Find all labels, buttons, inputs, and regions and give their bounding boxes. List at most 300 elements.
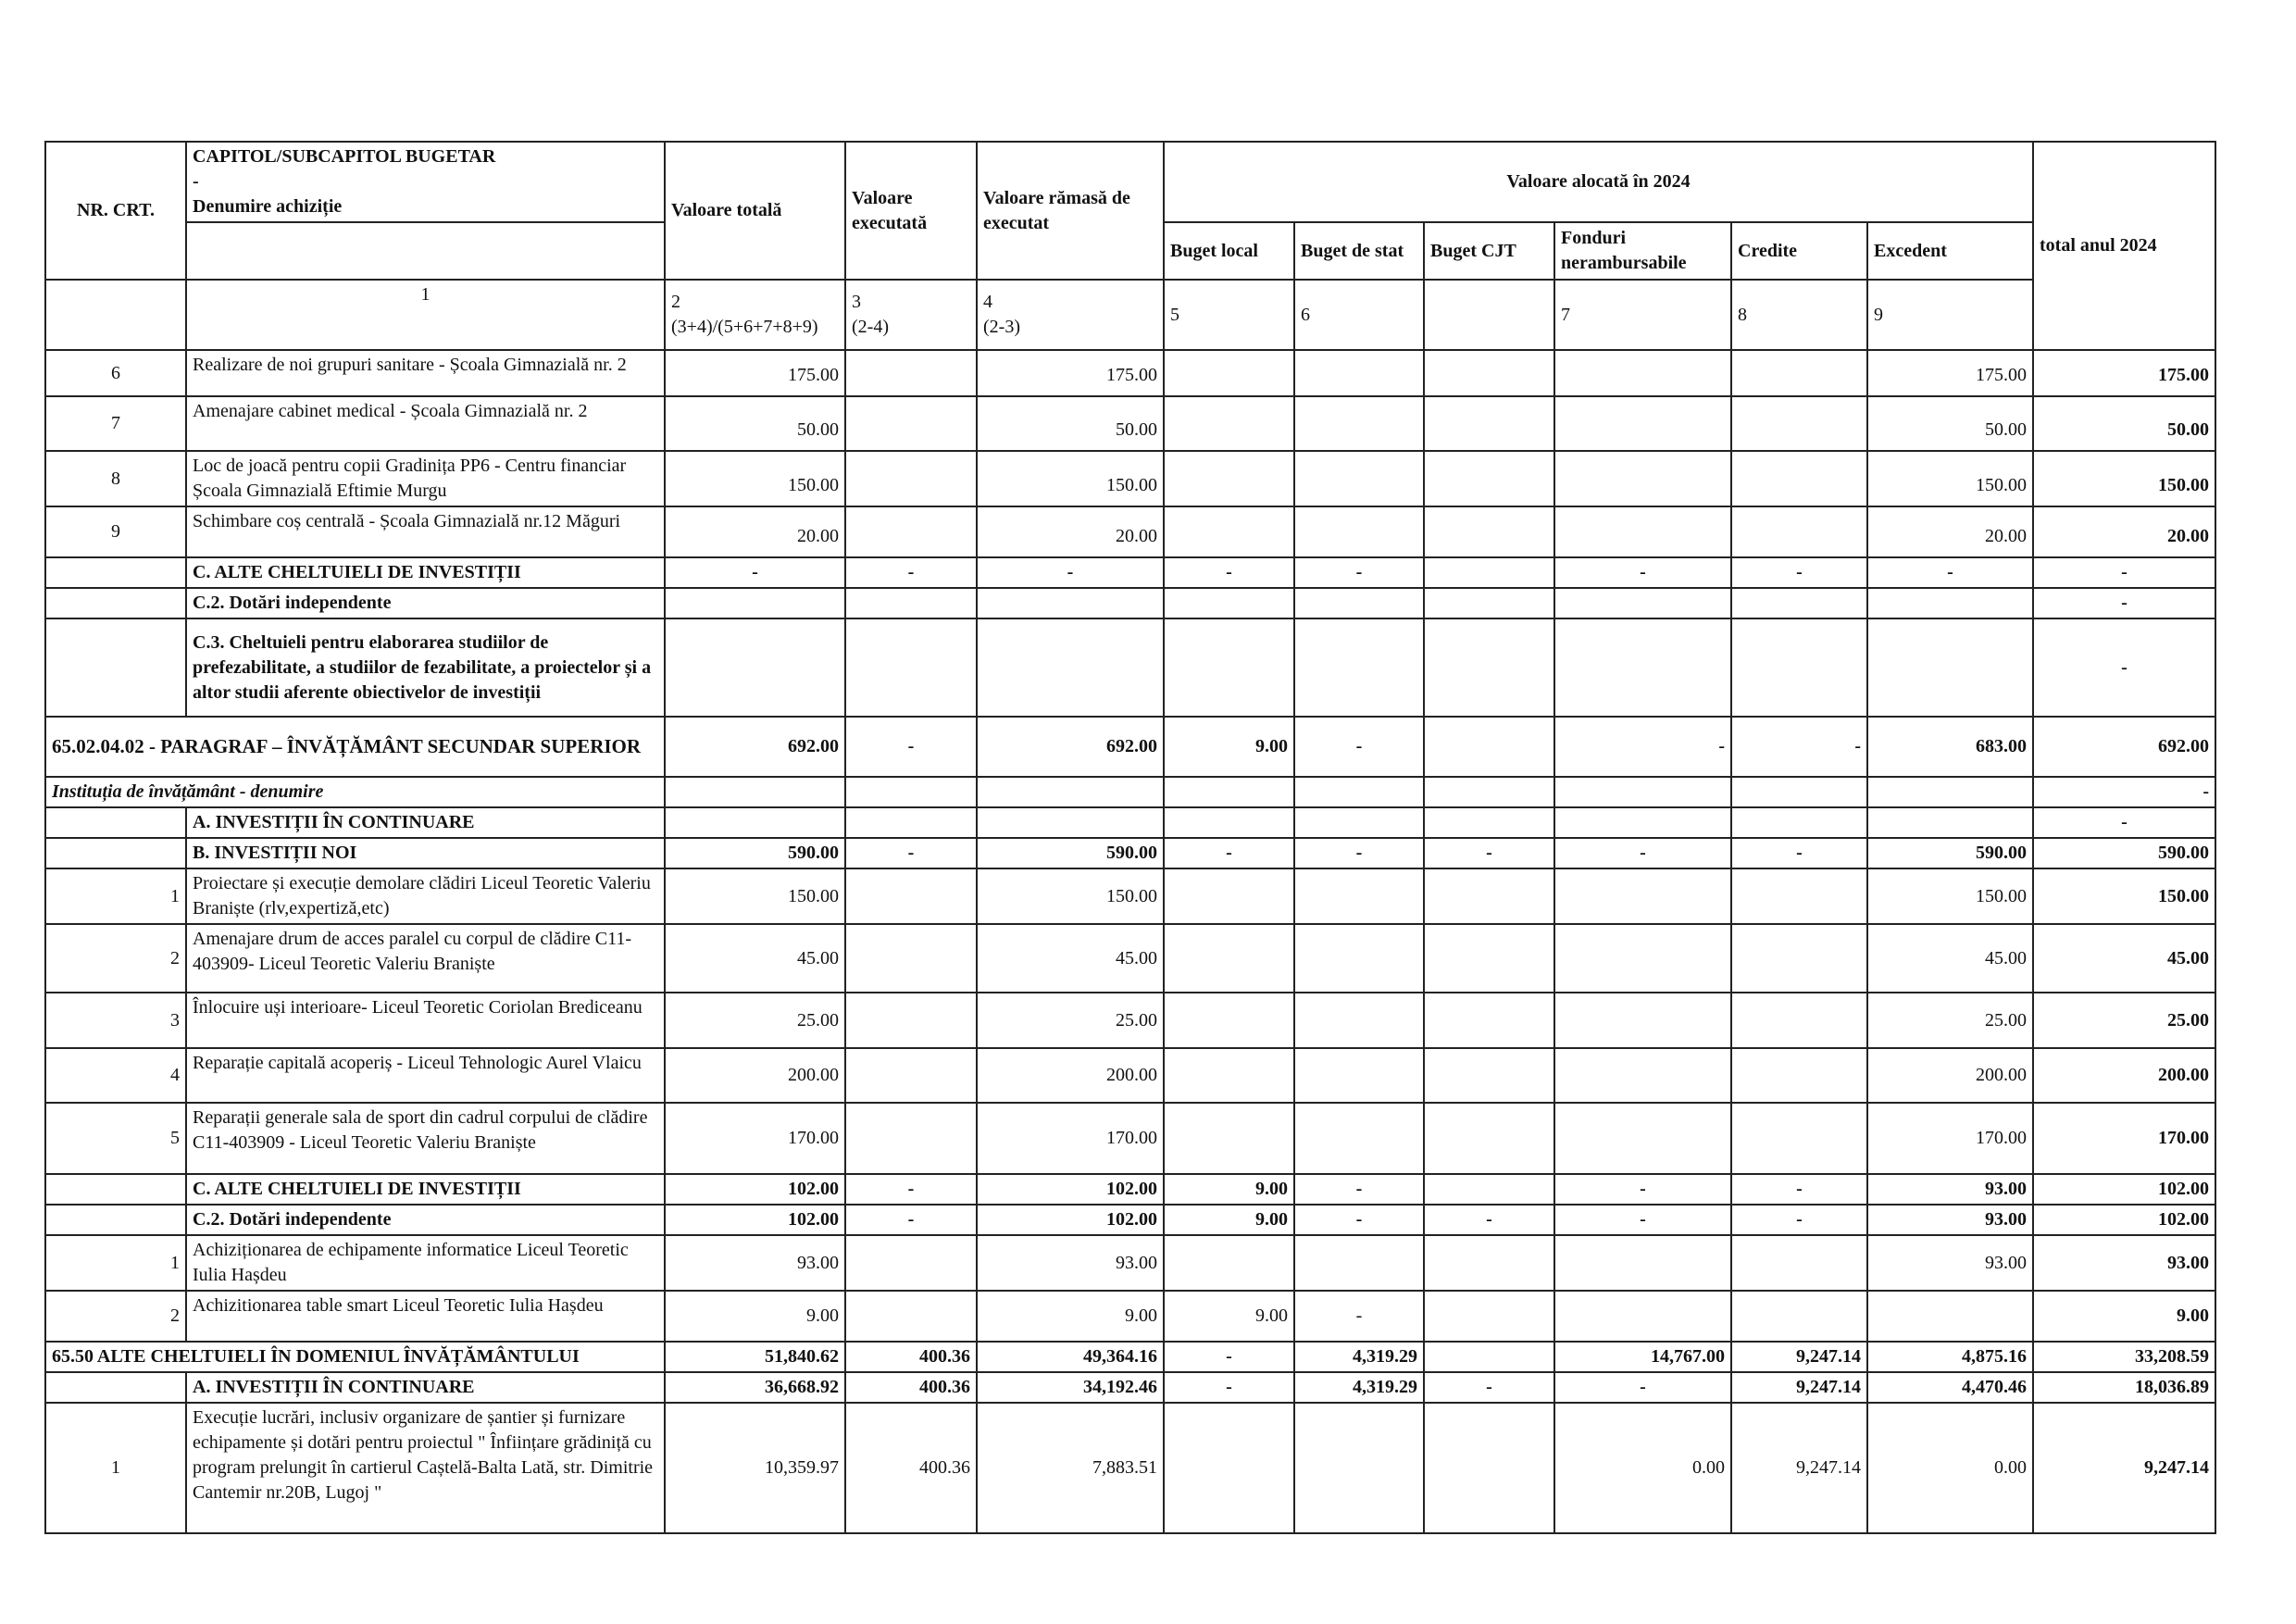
cell-ram xyxy=(977,807,1164,838)
cell-tot: 102.00 xyxy=(665,1174,845,1205)
cell-ex: 683.00 xyxy=(1867,717,2033,777)
cell-bl xyxy=(1164,993,1294,1048)
cell-cjt xyxy=(1424,1403,1554,1533)
cell-fn xyxy=(1554,924,1731,993)
cell-bs xyxy=(1294,1403,1424,1533)
row-name: Realizare de noi grupuri sanitare - Școala Gimnazială nr. 2 xyxy=(186,350,665,396)
cell-cr xyxy=(1731,350,1867,396)
cell-ta: 150.00 xyxy=(2033,868,2215,924)
cell-ex: 4,470.46 xyxy=(1867,1372,2033,1403)
cell-ram: 692.00 xyxy=(977,717,1164,777)
cell-bl xyxy=(1164,1048,1294,1103)
empty xyxy=(1424,777,1554,807)
cell-bl xyxy=(1164,588,1294,618)
cell-exe xyxy=(845,1291,977,1342)
row-name: Amenajare cabinet medical - Școala Gimnazială nr. 2 xyxy=(186,396,665,451)
header-fonduri: Fonduri nerambursabile xyxy=(1554,222,1731,280)
cell-bs: 4,319.29 xyxy=(1294,1372,1424,1403)
cell-cjt xyxy=(1424,717,1554,777)
cell-cr xyxy=(1731,588,1867,618)
cell-cr xyxy=(1731,1235,1867,1291)
cell-bl xyxy=(1164,451,1294,506)
cell-bs: 4,319.29 xyxy=(1294,1342,1424,1372)
cell-ram: 25.00 xyxy=(977,993,1164,1048)
cell-bl: 9.00 xyxy=(1164,1174,1294,1205)
cell-tot: 692.00 xyxy=(665,717,845,777)
cell-fn xyxy=(1554,396,1731,451)
cell-bs: - xyxy=(1294,1205,1424,1235)
row-name: Achizitionarea table smart Liceul Teoretic Iulia Hașdeu xyxy=(186,1291,665,1342)
cell-bs xyxy=(1294,506,1424,557)
cell-ta: - xyxy=(2033,807,2215,838)
row-name: Înlocuire uși interioare- Liceul Teoretic Coriolan Brediceanu xyxy=(186,993,665,1048)
cell-bs xyxy=(1294,350,1424,396)
index-cell-cjt xyxy=(1424,280,1554,350)
cell-ta: 200.00 xyxy=(2033,1048,2215,1103)
cell-tot xyxy=(665,807,845,838)
cell-bl xyxy=(1164,1403,1294,1533)
index-cell-2 xyxy=(665,280,845,350)
cell-ta: - xyxy=(2033,588,2215,618)
cell-fn xyxy=(1554,451,1731,506)
index-2-formula: (3+4)/(5+6+7+8+9) xyxy=(671,317,818,337)
index-cell-5: 5 xyxy=(1164,280,1294,350)
row-nr: 5 xyxy=(45,1103,186,1174)
cell-ex: - xyxy=(1867,557,2033,588)
row-nr: 1 xyxy=(45,868,186,924)
cell-ram: 7,883.51 xyxy=(977,1403,1164,1533)
cell-cr xyxy=(1731,396,1867,451)
header-valoare-totala: Valoare totală xyxy=(665,142,845,280)
cell-ex: 150.00 xyxy=(1867,868,2033,924)
row-nr: 1 xyxy=(45,1403,186,1533)
institutia-row xyxy=(45,777,2215,807)
cell-bl xyxy=(1164,618,1294,717)
cell-tot xyxy=(665,618,845,717)
index-cell-0 xyxy=(45,280,186,350)
section-row xyxy=(45,557,2215,588)
row-name: A. INVESTIȚII ÎN CONTINUARE xyxy=(186,1372,665,1403)
cell-cjt xyxy=(1424,868,1554,924)
header-excedent: Excedent xyxy=(1867,222,2033,280)
cell-ta: 93.00 xyxy=(2033,1235,2215,1291)
cell-bs: - xyxy=(1294,1291,1424,1342)
cell-tot: 20.00 xyxy=(665,506,845,557)
cell-ram: 200.00 xyxy=(977,1048,1164,1103)
table-row xyxy=(45,451,2215,506)
cell-bs xyxy=(1294,807,1424,838)
cell-exe xyxy=(845,1048,977,1103)
cell-cjt xyxy=(1424,1342,1554,1372)
row-name: C.2. Dotări independente xyxy=(186,1205,665,1235)
header-nr-crt: NR. CRT. xyxy=(45,142,186,280)
row-name: B. INVESTIȚII NOI xyxy=(186,838,665,868)
empty xyxy=(845,777,977,807)
cell-cr xyxy=(1731,506,1867,557)
cell-bs: - xyxy=(1294,717,1424,777)
cell-ex: 0.00 xyxy=(1867,1403,2033,1533)
cell-bs xyxy=(1294,1103,1424,1174)
cell-bs: - xyxy=(1294,557,1424,588)
row-nr xyxy=(45,1372,186,1403)
cell-fn: - xyxy=(1554,1205,1731,1235)
cell-fn xyxy=(1554,350,1731,396)
cell-ex: 93.00 xyxy=(1867,1235,2033,1291)
cell-tot: 50.00 xyxy=(665,396,845,451)
cell-cjt xyxy=(1424,1103,1554,1174)
cell-bl: - xyxy=(1164,1372,1294,1403)
row-name: Execuție lucrări, inclusiv organizare de șantier și furnizare echipamente și dotări pentru proiectul " Înființare grădiniță cu program prelungit în cartierul Caștelă-Balta Lată, str. Dimitrie Cantemir nr.20B, Lugoj " xyxy=(186,1403,665,1533)
cell-bs xyxy=(1294,588,1424,618)
empty xyxy=(665,777,845,807)
cell-tot xyxy=(665,588,845,618)
cell-fn xyxy=(1554,1291,1731,1342)
cell-ta: 25.00 xyxy=(2033,993,2215,1048)
cell-tot: 170.00 xyxy=(665,1103,845,1174)
empty xyxy=(1731,777,1867,807)
cell-exe xyxy=(845,396,977,451)
row-nr: 8 xyxy=(45,451,186,506)
empty xyxy=(1164,777,1294,807)
cell-tot: 45.00 xyxy=(665,924,845,993)
cell-bl: 9.00 xyxy=(1164,1205,1294,1235)
cell-cjt xyxy=(1424,557,1554,588)
row-nr: 2 xyxy=(45,924,186,993)
index-4-formula: (2-3) xyxy=(983,317,1020,337)
cell-exe xyxy=(845,1235,977,1291)
cell-cjt xyxy=(1424,396,1554,451)
table-row xyxy=(45,1235,2215,1291)
cell-ex: 45.00 xyxy=(1867,924,2033,993)
cell-fn: - xyxy=(1554,1174,1731,1205)
cell-bl: - xyxy=(1164,1342,1294,1372)
cell-bl: 9.00 xyxy=(1164,1291,1294,1342)
table-row xyxy=(45,350,2215,396)
cell-ex: 170.00 xyxy=(1867,1103,2033,1174)
cell-ex xyxy=(1867,1291,2033,1342)
row-nr: 2 xyxy=(45,1291,186,1342)
row-nr: 3 xyxy=(45,993,186,1048)
cell-ram: 34,192.46 xyxy=(977,1372,1164,1403)
cell-ta: 102.00 xyxy=(2033,1205,2215,1235)
empty xyxy=(977,777,1164,807)
row-nr: 9 xyxy=(45,506,186,557)
row-name: Reparație capitală acoperiș - Liceul Tehnologic Aurel Vlaicu xyxy=(186,1048,665,1103)
row-name: A. INVESTIȚII ÎN CONTINUARE xyxy=(186,807,665,838)
header-empty-cell xyxy=(186,222,665,280)
section-row xyxy=(45,838,2215,868)
cell-bl xyxy=(1164,506,1294,557)
cell-ex xyxy=(1867,807,2033,838)
header-valoare-ramasa: Valoare rămasă de executat xyxy=(977,142,1164,280)
row-name: C.3. Cheltuieli pentru elaborarea studiilor de prefezabilitate, a studiilor de fezabilitate, a proiectelor și a altor studii aferente obiectivelor de investiții xyxy=(186,618,665,717)
cell-exe xyxy=(845,350,977,396)
cell-cr: - xyxy=(1731,838,1867,868)
cell-ta: 20.00 xyxy=(2033,506,2215,557)
cell-cjt xyxy=(1424,451,1554,506)
cell-cr: 9,247.14 xyxy=(1731,1403,1867,1533)
empty xyxy=(1867,777,2033,807)
cell-ex: 25.00 xyxy=(1867,993,2033,1048)
cell-tot: 93.00 xyxy=(665,1235,845,1291)
cell-ta: 9,247.14 xyxy=(2033,1403,2215,1533)
cell-fn: - xyxy=(1554,717,1731,777)
cell-cr xyxy=(1731,618,1867,717)
cell-ram xyxy=(977,588,1164,618)
cell-exe: 400.36 xyxy=(845,1372,977,1403)
cell-cr xyxy=(1731,1103,1867,1174)
section-row xyxy=(45,618,2215,717)
row-name: Proiectare și execuție demolare clădiri Liceul Teoretic Valeriu Braniște (rlv,expertiză,etc) xyxy=(186,868,665,924)
empty xyxy=(1554,777,1731,807)
cell-ex: 4,875.16 xyxy=(1867,1342,2033,1372)
row-name: Loc de joacă pentru copii Gradinița PP6 - Centru financiar Școala Gimnazială Eftimie Murgu xyxy=(186,451,665,506)
cell-ram: 9.00 xyxy=(977,1291,1164,1342)
budget-table xyxy=(44,141,2216,1534)
header-capitol xyxy=(186,142,665,222)
index-cell-3 xyxy=(845,280,977,350)
index-cell-8: 8 xyxy=(1731,280,1867,350)
index-cell-6: 6 xyxy=(1294,280,1424,350)
row-nr xyxy=(45,557,186,588)
cell-bl xyxy=(1164,924,1294,993)
cell-fn xyxy=(1554,618,1731,717)
cell-bs xyxy=(1294,618,1424,717)
cell-cr xyxy=(1731,1048,1867,1103)
cell-bl xyxy=(1164,1103,1294,1174)
cell-bs: - xyxy=(1294,838,1424,868)
table-row xyxy=(45,396,2215,451)
cell-bs xyxy=(1294,868,1424,924)
cell-fn xyxy=(1554,506,1731,557)
row-name: C. ALTE CHELTUIELI DE INVESTIȚII xyxy=(186,1174,665,1205)
section-row xyxy=(45,1205,2215,1235)
index-cell-1: 1 xyxy=(186,280,665,350)
cell-bl: - xyxy=(1164,838,1294,868)
cell-ta: 45.00 xyxy=(2033,924,2215,993)
cell-fn xyxy=(1554,868,1731,924)
header-valoare-alocata: Valoare alocată în 2024 xyxy=(1164,142,2033,222)
cell-ta: 590.00 xyxy=(2033,838,2215,868)
cell-exe: - xyxy=(845,838,977,868)
cell-bs: - xyxy=(1294,1174,1424,1205)
cell-exe: - xyxy=(845,557,977,588)
row-nr xyxy=(45,588,186,618)
row-nr xyxy=(45,1205,186,1235)
cell-ram: 590.00 xyxy=(977,838,1164,868)
cell-cjt xyxy=(1424,588,1554,618)
index-4: 4 xyxy=(983,292,992,312)
header-denumire: Denumire achiziție xyxy=(193,196,343,217)
cell-fn xyxy=(1554,1235,1731,1291)
cell-ta: 33,208.59 xyxy=(2033,1342,2215,1372)
cell-bs xyxy=(1294,396,1424,451)
paragraf-6502-name: 65.02.04.02 - PARAGRAF – ÎNVĂȚĂMÂNT SECUNDAR SUPERIOR xyxy=(45,717,665,777)
cell-bl xyxy=(1164,396,1294,451)
cell-cr: 9,247.14 xyxy=(1731,1372,1867,1403)
header-buget-local: Buget local xyxy=(1164,222,1294,280)
cell-fn: 14,767.00 xyxy=(1554,1342,1731,1372)
cell-cr xyxy=(1731,1291,1867,1342)
section-row xyxy=(45,1174,2215,1205)
cell-ram: - xyxy=(977,557,1164,588)
table-row xyxy=(45,868,2215,924)
cell-ram: 20.00 xyxy=(977,506,1164,557)
cell-cr: 9,247.14 xyxy=(1731,1342,1867,1372)
cell-exe xyxy=(845,924,977,993)
cell-cjt xyxy=(1424,924,1554,993)
cell-bl xyxy=(1164,868,1294,924)
cell-fn xyxy=(1554,807,1731,838)
cell-exe xyxy=(845,868,977,924)
cell-ta: 9.00 xyxy=(2033,1291,2215,1342)
cell-ex: 50.00 xyxy=(1867,396,2033,451)
cell-ram: 102.00 xyxy=(977,1174,1164,1205)
table-row xyxy=(45,506,2215,557)
cell-exe: 400.36 xyxy=(845,1403,977,1533)
cell-ta: 692.00 xyxy=(2033,717,2215,777)
cell-ta: 150.00 xyxy=(2033,451,2215,506)
table-row xyxy=(45,1103,2215,1174)
cell-cr: - xyxy=(1731,557,1867,588)
cell-ram: 49,364.16 xyxy=(977,1342,1164,1372)
cell-fn xyxy=(1554,1048,1731,1103)
cell-ram: 150.00 xyxy=(977,868,1164,924)
cell-ram: 102.00 xyxy=(977,1205,1164,1235)
cell-cr xyxy=(1731,924,1867,993)
cell-tot: 150.00 xyxy=(665,868,845,924)
cell-cjt xyxy=(1424,506,1554,557)
row-nr: 7 xyxy=(45,396,186,451)
cell-bs xyxy=(1294,1048,1424,1103)
table-row xyxy=(45,1403,2215,1533)
cell-ta: 50.00 xyxy=(2033,396,2215,451)
index-cell-4 xyxy=(977,280,1164,350)
cell-ta: - xyxy=(2033,618,2215,717)
index-3: 3 xyxy=(852,292,861,312)
cell-cjt: - xyxy=(1424,838,1554,868)
row-nr: 1 xyxy=(45,1235,186,1291)
cell-ram: 50.00 xyxy=(977,396,1164,451)
cell-cjt xyxy=(1424,993,1554,1048)
cell-cjt: - xyxy=(1424,1205,1554,1235)
row-name: Reparații generale sala de sport din cadrul corpului de clădire C11-403909 - Liceul Teoretic Valeriu Braniște xyxy=(186,1103,665,1174)
cell-fn xyxy=(1554,993,1731,1048)
cell-bs xyxy=(1294,993,1424,1048)
cell-tot: 9.00 xyxy=(665,1291,845,1342)
row-name: C.2. Dotări independente xyxy=(186,588,665,618)
header-buget-stat: Buget de stat xyxy=(1294,222,1424,280)
cell-fn xyxy=(1554,588,1731,618)
row-nr xyxy=(45,1174,186,1205)
cell-tot: - xyxy=(665,557,845,588)
cell-ta: - xyxy=(2033,777,2215,807)
cell-exe: 400.36 xyxy=(845,1342,977,1372)
cell-cjt xyxy=(1424,807,1554,838)
cell-tot: 150.00 xyxy=(665,451,845,506)
cell-cjt: - xyxy=(1424,1372,1554,1403)
cell-cr xyxy=(1731,993,1867,1048)
row-nr xyxy=(45,807,186,838)
cell-cr xyxy=(1731,868,1867,924)
cell-exe xyxy=(845,506,977,557)
cell-cjt xyxy=(1424,1291,1554,1342)
cell-cr: - xyxy=(1731,717,1867,777)
cell-cjt xyxy=(1424,1048,1554,1103)
table-row xyxy=(45,993,2215,1048)
cell-tot: 175.00 xyxy=(665,350,845,396)
cell-exe xyxy=(845,1103,977,1174)
cell-ram xyxy=(977,618,1164,717)
cell-exe xyxy=(845,807,977,838)
row-name: Schimbare coș centrală - Școala Gimnazială nr.12 Măguri xyxy=(186,506,665,557)
table-row xyxy=(45,924,2215,993)
cell-exe: - xyxy=(845,1205,977,1235)
cell-ex: 175.00 xyxy=(1867,350,2033,396)
header-total-anul: total anul 2024 xyxy=(2033,142,2215,350)
cell-bl: - xyxy=(1164,557,1294,588)
section-row xyxy=(45,807,2215,838)
cell-bl xyxy=(1164,350,1294,396)
table-row xyxy=(45,1048,2215,1103)
cell-ta: 175.00 xyxy=(2033,350,2215,396)
cell-tot: 590.00 xyxy=(665,838,845,868)
cell-cjt xyxy=(1424,1235,1554,1291)
cell-tot: 36,668.92 xyxy=(665,1372,845,1403)
cell-tot: 200.00 xyxy=(665,1048,845,1103)
cell-ta: - xyxy=(2033,557,2215,588)
cell-bs xyxy=(1294,924,1424,993)
header-valoare-executata: Valoare executată xyxy=(845,142,977,280)
index-2: 2 xyxy=(671,292,680,312)
paragraf-6502-row xyxy=(45,717,2215,777)
index-cell-7: 7 xyxy=(1554,280,1731,350)
cell-ta: 18,036.89 xyxy=(2033,1372,2215,1403)
cell-ram: 93.00 xyxy=(977,1235,1164,1291)
cell-ex: 200.00 xyxy=(1867,1048,2033,1103)
header-buget-cjt: Buget CJT xyxy=(1424,222,1554,280)
cell-ex xyxy=(1867,588,2033,618)
cell-cjt xyxy=(1424,618,1554,717)
cell-cr xyxy=(1731,451,1867,506)
cell-ex xyxy=(1867,618,2033,717)
row-name: C. ALTE CHELTUIELI DE INVESTIȚII xyxy=(186,557,665,588)
header-capitol-dash: - xyxy=(193,171,199,192)
index-3-formula: (2-4) xyxy=(852,317,889,337)
cell-cjt xyxy=(1424,350,1554,396)
cell-bs xyxy=(1294,1235,1424,1291)
row-nr xyxy=(45,838,186,868)
cell-fn xyxy=(1554,1103,1731,1174)
row-name: Achiziționarea de echipamente informatice Liceul Teoretic Iulia Hașdeu xyxy=(186,1235,665,1291)
cell-cjt xyxy=(1424,1174,1554,1205)
paragraf-6550-row xyxy=(45,1342,2215,1372)
cell-ram: 150.00 xyxy=(977,451,1164,506)
row-name: Amenajare drum de acces paralel cu corpul de clădire C11-403909- Liceul Teoretic Valeriu Braniște xyxy=(186,924,665,993)
row-nr xyxy=(45,618,186,717)
empty xyxy=(1294,777,1424,807)
cell-fn: - xyxy=(1554,1372,1731,1403)
cell-tot: 25.00 xyxy=(665,993,845,1048)
cell-ram: 45.00 xyxy=(977,924,1164,993)
cell-fn: 0.00 xyxy=(1554,1403,1731,1533)
index-cell-9: 9 xyxy=(1867,280,2033,350)
cell-exe: - xyxy=(845,717,977,777)
cell-exe xyxy=(845,618,977,717)
cell-ta: 170.00 xyxy=(2033,1103,2215,1174)
cell-tot: 102.00 xyxy=(665,1205,845,1235)
cell-ram: 170.00 xyxy=(977,1103,1164,1174)
